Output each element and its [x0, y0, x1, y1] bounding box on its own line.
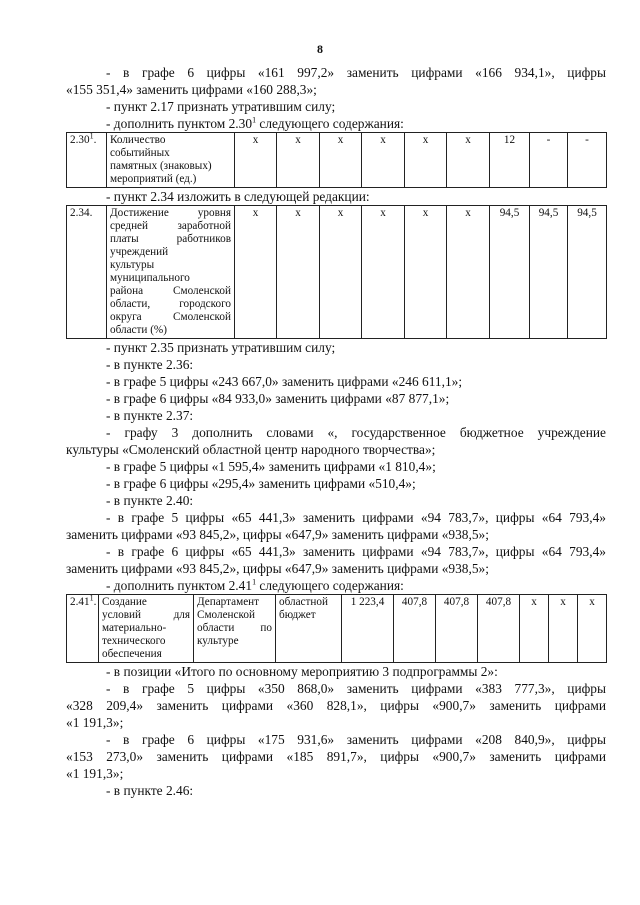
paragraph-line: «1 191,3»; [66, 766, 124, 781]
paragraph-line: - пункт 2.35 признать утратившим силу; [106, 340, 336, 355]
table-234 [66, 205, 607, 339]
table-cell: 407,8 [478, 595, 520, 663]
paragraph-line: - в графе 6 цифры «65 441,3» заменить цифрами «94 783,7», цифры «64 793,4» [106, 544, 606, 559]
paragraph-line: - в графе 6 цифры «175 931,6» заменить цифрами «208 840,9», цифры [106, 732, 606, 747]
paragraph-line: - в позиции «Итого по основному мероприятию 3 подпрограммы 2»: [106, 664, 498, 679]
paragraph-line: - в графе 6 цифры «161 997,2» заменить цифрами «166 934,1», цифры [106, 65, 606, 80]
table-cell: х [447, 133, 490, 188]
paragraph-line: - в графе 5 цифры «350 868,0» заменить цифрами «383 777,3», цифры [106, 681, 606, 696]
table-cell: х [578, 595, 607, 663]
table-cell: х [277, 206, 320, 339]
indicator-name: Достижение уровня средней заработной платы работников учреждений культуры муниципального района Смоленской области, городского округа Смоленской области (%) [107, 206, 235, 339]
table-cell: х [362, 133, 405, 188]
document-body [66, 64, 606, 799]
paragraph-line: - в графе 5 цифры «65 441,3» заменить цифрами «94 783,7», цифры «64 793,4» [106, 510, 606, 525]
table-cell: 1 223,4 [342, 595, 394, 663]
responsible-department: Департамент Смоленской области по культуре [194, 595, 276, 663]
table-cell: х [235, 206, 277, 339]
paragraph-line: - графу 3 дополнить словами «, государственное бюджетное учреждение [106, 425, 606, 440]
paragraph-line: - в пункте 2.40: [106, 493, 194, 508]
table-cell: х [447, 206, 490, 339]
table-cell: 407,8 [394, 595, 436, 663]
paragraph-line: - в графе 6 цифры «84 933,0» заменить цифрами «87 877,1»; [106, 391, 450, 406]
paragraph-line: «153 273,0» заменить цифрами «185 891,7», цифры «900,7» заменить цифрами [66, 749, 606, 764]
table-cell: х [405, 133, 447, 188]
paragraph-line: «155 351,4» заменить цифрами «160 288,3»; [66, 82, 317, 97]
table-cell: х [235, 133, 277, 188]
table-cell: - [568, 133, 607, 188]
paragraph-line: «1 191,3»; [66, 715, 124, 730]
table-cell: х [549, 595, 578, 663]
table-cell: 94,5 [568, 206, 607, 339]
paragraph-line: - в графе 5 цифры «1 595,4» заменить цифрами «1 810,4»; [106, 459, 436, 474]
paragraph-line: - пункт 2.34 изложить в следующей редакции: [106, 189, 370, 204]
table-cell: 94,5 [490, 206, 530, 339]
paragraph-line: - в пункте 2.36: [106, 357, 194, 372]
indicator-name: Количество событийных памятных (знаковых) мероприятий (ед.) [107, 133, 235, 188]
table-cell: х [320, 133, 362, 188]
paragraph-line: - пункт 2.17 признать утратившим силу; [106, 99, 336, 114]
paragraph-line: заменить цифрами «93 845,2», цифры «647,9» заменить цифрами «938,5»; [66, 527, 489, 542]
table-cell: х [362, 206, 405, 339]
table-cell: 94,5 [530, 206, 568, 339]
table-cell: х [320, 206, 362, 339]
row-number: 2.34. [67, 206, 107, 339]
paragraph-line: - в пункте 2.46: [106, 783, 194, 798]
table-230 [66, 132, 607, 188]
paragraph-line: - в пункте 2.37: [106, 408, 194, 423]
funding-source: областной бюджет [276, 595, 342, 663]
table-row [67, 133, 607, 188]
table-row [67, 595, 607, 663]
table-cell: х [520, 595, 549, 663]
row-number: 2.41$^1$. [67, 595, 99, 663]
paragraph-line: «328 209,4» заменить цифрами «360 828,1», цифры «900,7» заменить цифрами [66, 698, 606, 713]
table-cell: - [530, 133, 568, 188]
paragraph-line: - в графе 5 цифры «243 667,0» заменить цифрами «246 611,1»; [106, 374, 463, 389]
row-number: 2.30$^1$. [67, 133, 107, 188]
table-241 [66, 594, 607, 663]
add-point-230-line: - дополнить пунктом 2.30$^1$ следующего содержания: [106, 115, 404, 131]
table-cell: х [405, 206, 447, 339]
paragraph-line: культуры «Смоленский областной центр народного творчества»; [66, 442, 436, 457]
page-number: 8 [317, 42, 323, 56]
table-cell: 407,8 [436, 595, 478, 663]
table-row [67, 206, 607, 339]
table-cell: х [277, 133, 320, 188]
paragraph-line: - в графе 6 цифры «295,4» заменить цифрами «510,4»; [106, 476, 416, 491]
table-cell: 12 [490, 133, 530, 188]
add-point-241-line: - дополнить пунктом 2.41$^1$ следующего содержания: [106, 577, 404, 593]
activity-name: Создание условий для материально- технического обеспечения [99, 595, 194, 663]
paragraph-line: заменить цифрами «93 845,2», цифры «647,9» заменить цифрами «938,5»; [66, 561, 489, 576]
